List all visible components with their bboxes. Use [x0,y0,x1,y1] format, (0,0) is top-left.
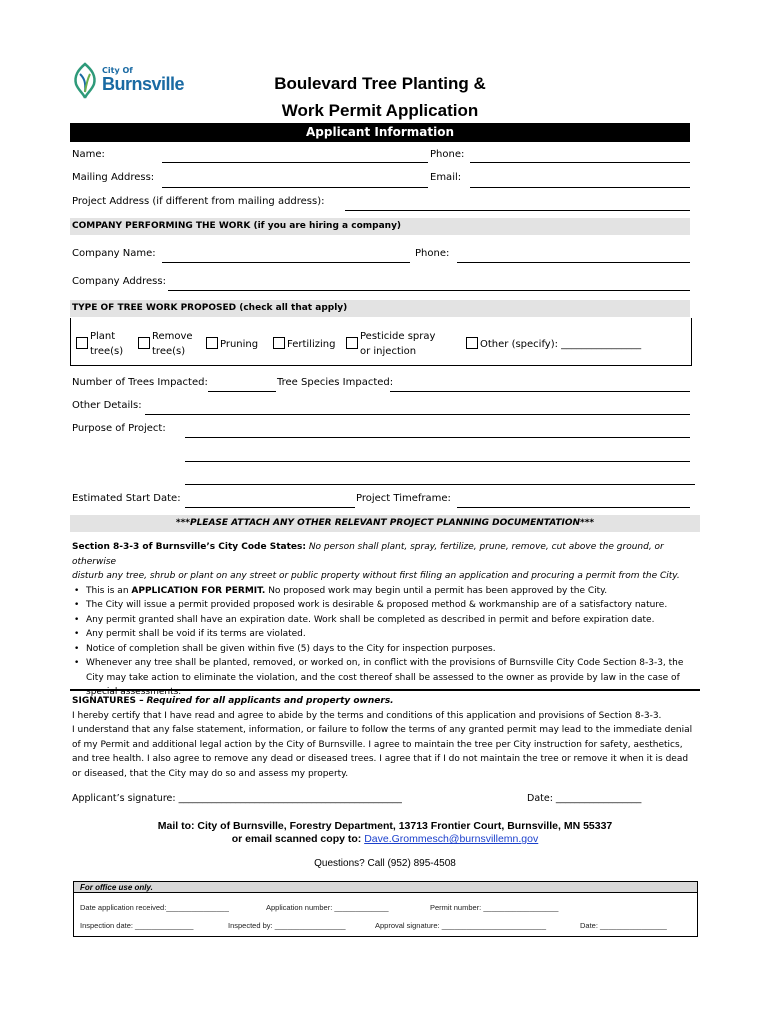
mailing-address-label: Mailing Address: [72,172,155,183]
timeframe-label: Project Timeframe: [356,493,451,504]
signatures-required: Required for all applicants and property owners. [146,696,394,706]
office-permit-number: Permit number: __________________ [430,903,559,912]
purpose-label: Purpose of Project: [72,423,166,434]
option-pesticide[interactable] [346,329,435,359]
tree-species-field[interactable] [390,391,690,392]
office-use-box [73,881,698,937]
code-bullet-2: • The City will issue a permit provided proposed work is desirable & proposed method & workmanship are of a satisfactory nature. [72,598,697,613]
signatures-heading-line [72,694,697,709]
city-logo [70,60,185,105]
start-date-label: Estimated Start Date: [72,493,181,504]
pesticide-checkbox[interactable] [346,337,358,349]
questions-text: Questions? Call (952) 895-4508 [314,858,456,869]
mail-line1: Mail to: City of Burnsville, Forestry Department, 13713 Frontier Court, Burnsville, MN 55337 [157,820,613,832]
office-approval-signature: Approval signature: _________________________ [375,921,546,930]
mail-instructions [70,820,700,846]
signatures-divider [70,689,700,691]
applicant-header: Applicant Information [70,123,690,142]
plant-trees-label-1: Plant [90,331,116,342]
project-address-label: Project Address (if different from mailing address): [72,196,325,207]
purpose-field-3[interactable] [185,484,695,485]
fertilizing-label: Fertilizing [287,339,336,350]
email-label: Email: [430,172,462,183]
start-date-field[interactable] [185,507,355,508]
option-plant-trees[interactable] [76,329,123,359]
office-app-number: Application number: _____________ [266,903,389,912]
attach-notice: ***PLEASE ATTACH ANY OTHER RELEVANT PROJECT PLANNING DOCUMENTATION*** [70,515,700,532]
email-link[interactable]: Dave.Grommesch@burnsvillemn.gov [364,833,539,845]
option-other[interactable] [466,337,641,352]
bullet1-pre: This is an [86,585,132,596]
signature-date-field[interactable]: Date: __________________ [527,793,642,804]
other-checkbox[interactable] [466,337,478,349]
phone-label: Phone: [430,149,465,160]
code-bullets [72,584,697,700]
logo-burnsville: Burnsville [102,74,185,94]
title-line2: Work Permit Application [281,101,479,120]
code-bullet-3: • Any permit granted shall have an expiration date. Work shall be completed as described in permit and before expiration date. [72,613,697,628]
other-details-field[interactable] [145,414,690,415]
pesticide-label-1: Pesticide spray [360,331,436,342]
num-trees-field[interactable] [208,391,276,392]
signatures-section [72,694,697,781]
mail-line2-pre: or email scanned copy to: [231,833,365,845]
bullet1-bold: APPLICATION FOR PERMIT. [131,585,266,596]
signatures-heading: SIGNATURES – [72,696,144,706]
remove-trees-label-2: tree(s) [152,346,186,357]
logo-city-of: City Of [102,66,133,75]
company-phone-field[interactable] [457,262,690,263]
office-inspected-by: Inspected by: _________________ [228,921,346,930]
office-date: Date: ________________ [580,921,667,930]
timeframe-field[interactable] [457,507,690,508]
code-bullet-1 [72,584,697,599]
tree-species-label: Tree Species Impacted: [277,377,394,388]
option-fertilizing[interactable] [273,337,335,352]
project-address-field[interactable] [345,210,690,211]
office-date-received: Date application received:_______________ [80,903,229,912]
pruning-label: Pruning [220,339,259,350]
signatures-para2: I understand that any false statement, information, or failure to follow the terms of any granted permit may lead to the immediate denial of my Permit and additional legal action by the City of Burnsville. I agree to maintain the tree per City instruction for safety, aesthetics, and tree health. I also agree to remove any dead or diseased trees. I agree that if I do not maintain the tree or remove it when it is dead or diseased, that the City may do so and assess my property. [72,725,693,779]
phone-field[interactable] [470,162,690,163]
code-line1 [72,540,697,569]
plant-trees-label-2: tree(s) [90,346,124,357]
code-bullet-6: • Whenever any tree shall be planted, removed, or worked on, in conflict with the provisions of Burnsville City Code Section 8-3-3, the City may take action to eliminate the violation, and the cost thereof shall be assessed to the owner as provide by law in the case of special assessments. [72,656,697,700]
company-address-label: Company Address: [72,276,166,287]
bullet1-post: No proposed work may begin until a permit has been approved by the City. [265,585,608,596]
office-use-header: For office use only. [74,882,697,893]
other-label: Other (specify): ________________ [480,339,642,350]
pesticide-label-2: or injection [360,346,417,357]
code-text2: disturb any tree, shrub or plant on any street or public property without first filing an application and procuring a permit from the City. [72,571,680,581]
company-name-field[interactable] [162,262,410,263]
company-name-label: Company Name: [72,248,156,259]
code-section [72,540,697,700]
option-pruning[interactable] [206,337,258,352]
mail-line2 [70,833,700,846]
applicant-signature-field[interactable]: Applicant’s signature: _______________________________________________ [72,793,402,804]
title-line1: Boulevard Tree Planting & [274,74,486,93]
option-remove-trees[interactable] [138,329,193,359]
remove-trees-checkbox[interactable] [138,337,150,349]
purpose-field-1[interactable] [185,437,690,438]
fertilizing-checkbox[interactable] [273,337,285,349]
name-field[interactable] [162,162,428,163]
code-bullet-5: • Notice of completion shall be given within five (5) days to the City for inspection purposes. [72,642,697,657]
plant-trees-checkbox[interactable] [76,337,88,349]
company-header: COMPANY PERFORMING THE WORK (if you are hiring a company) [70,218,690,235]
company-phone-label: Phone: [415,248,450,259]
tree-logo-icon [70,62,100,100]
other-details-label: Other Details: [72,400,142,411]
email-field[interactable] [470,187,690,188]
code-bullet-4: • Any permit shall be void if its terms are violated. [72,627,697,642]
office-inspection-date: Inspection date: ______________ [80,921,194,930]
name-label: Name: [72,149,105,160]
purpose-field-2[interactable] [185,461,690,462]
mailing-address-field[interactable] [162,187,428,188]
work-type-header: TYPE OF TREE WORK PROPOSED (check all that apply) [70,300,690,317]
code-heading: Section 8-3-3 of Burnsville’s City Code States: [72,542,306,552]
pruning-checkbox[interactable] [206,337,218,349]
num-trees-label: Number of Trees Impacted: [72,377,208,388]
remove-trees-label-1: Remove [152,331,193,342]
page-title [230,70,530,124]
code-text1: No person shall plant, spray, fertilize, prune, remove, cut above the ground, or otherwise [72,542,664,567]
signatures-para1: I hereby certify that I have read and agree to abide by the terms and conditions of this application and provisions of Section 8-3-3. [72,710,662,721]
company-address-field[interactable] [168,290,690,291]
